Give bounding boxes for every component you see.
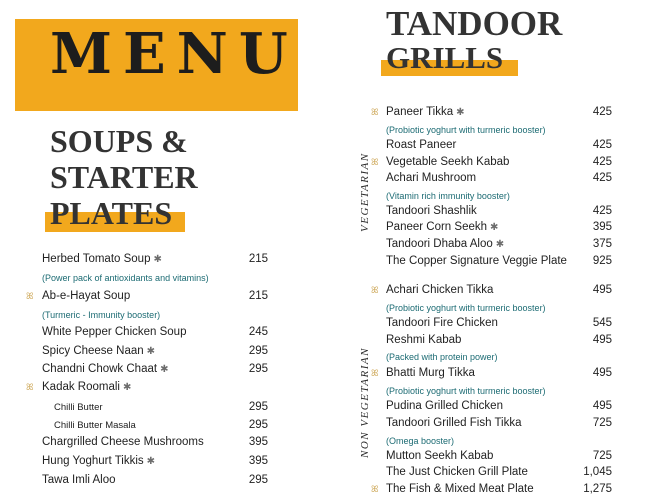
leaf-icon: ꕤ (371, 157, 379, 167)
health-note: (Omega booster) (386, 436, 455, 446)
item-label: Pudina Grilled Chicken (386, 400, 503, 412)
leaf-icon: ꕤ (371, 107, 379, 117)
menu-item-name (386, 173, 476, 185)
menu-item-name (42, 327, 186, 339)
health-note: (Probiotic yoghurt with turmeric booster) (386, 386, 546, 396)
item-price: 395 (248, 455, 268, 467)
item-label: Tandoori Dhaba Aloo (386, 238, 493, 250)
item-label: Spicy Cheese Naan (42, 345, 144, 357)
star-icon: ✱ (122, 382, 132, 393)
item-label: Herbed Tomato Soup (42, 253, 151, 265)
menu-title: MENU (50, 21, 299, 87)
vegetarian-label: VEGETARIAN (359, 152, 371, 232)
menu-item-name (386, 401, 503, 413)
health-note: (Vitamin rich immunity booster) (386, 191, 510, 201)
item-price: 215 (248, 290, 268, 302)
item-price: 245 (248, 326, 268, 338)
item-label: Tandoori Grilled Fish Tikka (386, 417, 522, 429)
item-label: Paneer Corn Seekh (386, 221, 488, 233)
star-icon: ✱ (160, 364, 169, 375)
item-label: Vegetable Seekh Kabab (386, 156, 510, 168)
item-price: 425 (592, 156, 612, 168)
star-icon: ✱ (490, 222, 499, 233)
item-label: Ab-e-Hayat Soup (42, 290, 131, 302)
health-note: (Power pack of antioxidants and vitamins) (42, 273, 209, 283)
item-label: Tandoori Shashlik (386, 205, 477, 217)
item-price: 425 (592, 106, 612, 118)
item-label: Achari Chicken Tikka (386, 284, 494, 296)
leaf-icon: ꕤ (26, 291, 34, 301)
item-price: 395 (248, 436, 268, 448)
star-icon: ✱ (146, 456, 156, 467)
item-price: 495 (592, 400, 612, 412)
item-label: Achari Mushroom (386, 172, 477, 184)
section-heading-plates: PLATES (50, 195, 173, 231)
item-price: 295 (248, 419, 268, 431)
menu-item-name (42, 364, 168, 376)
menu-item-name (42, 346, 155, 358)
menu-item-name (386, 256, 567, 268)
item-price: 295 (248, 345, 268, 357)
menu-item-name (386, 318, 498, 330)
star-icon: ✱ (456, 107, 465, 118)
menu-item-name (386, 484, 534, 496)
menu-item-name (42, 291, 130, 303)
item-label: Kadak Roomali (42, 381, 120, 393)
leaf-icon: ꕤ (371, 285, 379, 295)
item-price: 215 (248, 253, 268, 265)
item-price: 495 (592, 367, 612, 379)
item-label: Reshmi Kabab (386, 334, 462, 346)
star-icon: ✱ (153, 254, 162, 265)
item-label: The Copper Signature Veggie Plate (386, 255, 567, 267)
health-note: (Turmeric - Immunity booster) (42, 310, 161, 320)
menu-subitem: Chilli Butter (54, 402, 103, 413)
section-heading-grills: GRILLS (386, 40, 504, 75)
item-price: 425 (592, 172, 612, 184)
menu-item-name (42, 254, 162, 266)
item-label: Tandoori Fire Chicken (386, 317, 498, 329)
item-price: 725 (592, 450, 612, 462)
section-heading-soups: SOUPS & (50, 123, 188, 159)
health-note: (Packed with protein power) (386, 352, 498, 362)
star-icon: ✱ (495, 239, 505, 250)
menu-item-name (386, 206, 477, 218)
menu-item-name (386, 335, 461, 347)
menu-item-name (386, 285, 493, 297)
menu-item-name (386, 368, 475, 380)
item-label: Tawa Imli Aloo (42, 474, 116, 486)
item-label: Chargrilled Cheese Mushrooms (42, 436, 204, 448)
item-label: Paneer Tikka (386, 106, 454, 118)
menu-item-name (42, 475, 116, 487)
star-icon: ✱ (146, 346, 156, 357)
item-label: Mutton Seekh Kabab (386, 450, 494, 462)
menu-item-name (386, 467, 528, 479)
health-note: (Probiotic yoghurt with turmeric booster) (386, 125, 546, 135)
item-price: 295 (248, 401, 268, 413)
item-price: 545 (592, 317, 612, 329)
leaf-icon: ꕤ (26, 382, 34, 392)
menu-item-name (386, 239, 504, 251)
menu-item-name (42, 456, 155, 468)
menu-item-name (386, 157, 509, 169)
item-price: 495 (592, 334, 612, 346)
item-label: Bhatti Murg Tikka (386, 367, 475, 379)
non-vegetarian-label: NON VEGETARIAN (359, 347, 371, 458)
item-label: The Fish & Mixed Meat Plate (386, 483, 534, 495)
item-price: 495 (592, 284, 612, 296)
item-label: Chandni Chowk Chaat (42, 363, 158, 375)
menu-item-name (386, 451, 493, 463)
item-price: 395 (592, 221, 612, 233)
item-price: 1,275 (583, 483, 612, 495)
item-price: 1,045 (583, 466, 612, 478)
item-price: 295 (248, 474, 268, 486)
menu-item-name (386, 107, 465, 119)
menu-item-name (42, 382, 131, 394)
section-heading-starter: STARTER (50, 159, 198, 195)
item-price: 295 (248, 363, 268, 375)
item-label: Hung Yoghurt Tikkis (42, 455, 144, 467)
item-price: 925 (592, 255, 612, 267)
item-price: 425 (592, 205, 612, 217)
menu-subitem: Chilli Butter Masala (54, 420, 136, 431)
item-label: White Pepper Chicken Soup (42, 326, 187, 338)
leaf-icon: ꕤ (371, 368, 379, 378)
menu-item-name (386, 140, 456, 152)
item-label: The Just Chicken Grill Plate (386, 466, 528, 478)
menu-item-name (42, 437, 204, 449)
leaf-icon: ꕤ (371, 484, 379, 494)
menu-item-name (386, 222, 498, 234)
item-label: Roast Paneer (386, 139, 457, 151)
item-price: 375 (592, 238, 612, 250)
menu-item-name (386, 418, 522, 430)
item-price: 725 (592, 417, 612, 429)
item-price: 425 (592, 139, 612, 151)
section-heading-tandoor: TANDOOR (386, 4, 563, 43)
health-note: (Probiotic yoghurt with turmeric booster) (386, 303, 546, 313)
